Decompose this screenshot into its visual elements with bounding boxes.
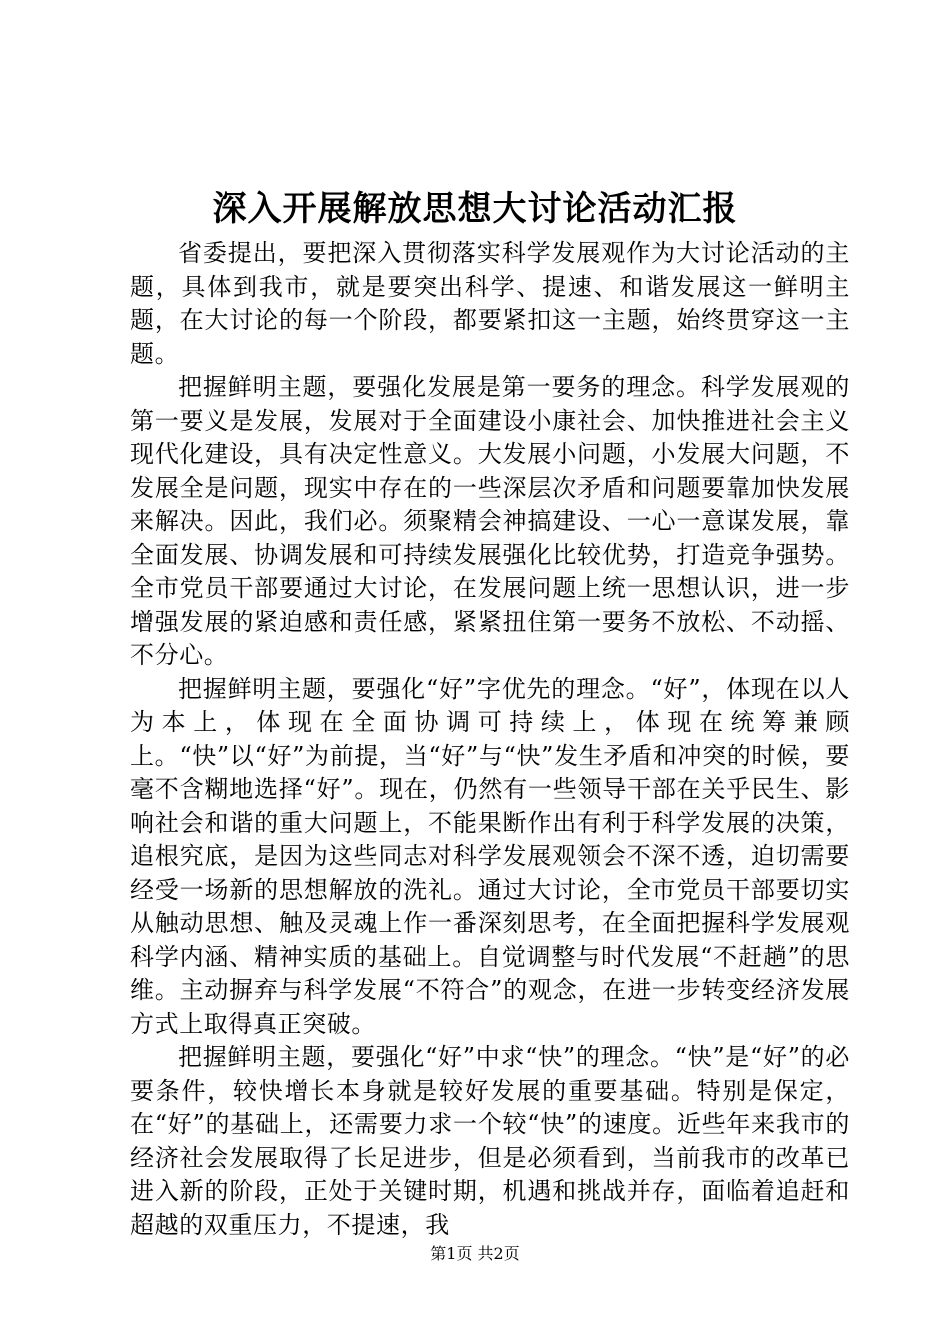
- paragraph-2: 把握鲜明主题，要强化发展是第一要务的理念。科学发展观的第一要义是发展，发展对于全面建设小康社会、加快推进社会主义现代化建设，具有决定性意义。大发展小问题，小发展大问题，不发展全是问题，现实中存在的一些深层次矛盾和问题要靠加快发展来解决。因此，我们必。须聚精会神搞建设、一心一意谋发展，靠全面发展、协调发展和可持续发展强化比较优势，打造竞争强势。全市党员干部要通过大讨论，在发展问题上统一思想认识，进一步增强发展的紧迫感和责任感，紧紧扭住第一要务不放松、不动摇、不分心。: [130, 373, 850, 669]
- document-body: [130, 237, 850, 1242]
- paragraph-1: 省委提出，要把深入贯彻落实科学发展观作为大讨论活动的主题，具体到我市，就是要突出科学、提速、和谐发展这一鲜明主题，在大讨论的每一个阶段，都要紧扣这一主题，始终贯穿这一主题。: [130, 239, 850, 368]
- paragraph-4: 把握鲜明主题，要强化“好”中求“快”的理念。“快”是“好”的必要条件，较快增长本身就是较好发展的重要基础。特别是保定，在“好”的基础上，还需要力求一个较“快”的速度。近些年来我市的经济社会发展取得了长足进步，但是必须看到，当前我市的改革已进入新的阶段，正处于关键时期，机遇和挑战并存，面临着追赶和超越的双重压力，不提速，我: [130, 1043, 850, 1239]
- page-number-footer: 第1页 共2页: [430, 1244, 520, 1263]
- document-title: 深入开展解放思想大讨论活动汇报: [212, 189, 738, 229]
- paragraph-3: 把握鲜明主题，要强化“好”字优先的理念。“好”，体现在以人为本上，体现在全面协调可持续上，体现在统筹兼顾上。“快”以“好”为前提，当“好”与“快”发生矛盾和冲突的时候，要毫不含糊地选择“好”。现在，仍然有一些领导干部在关乎民生、影响社会和谐的重大问题上，不能果断作出有利于科学发展的决策，追根究底，是因为这些同志对科学发展观领会不深不透，迫切需要经受一场新的思想解放的洗礼。通过大讨论，全市党员干部要切实从触动思想、触及灵魂上作一番深刻思考，在全面把握科学发展观科学内涵、精神实质的基础上。自觉调整与时代发展“不赶趟”的思维。主动摒弃与科学发展“不符合”的观念，在进一步转变经济发展方式上取得真正突破。: [130, 674, 850, 1038]
